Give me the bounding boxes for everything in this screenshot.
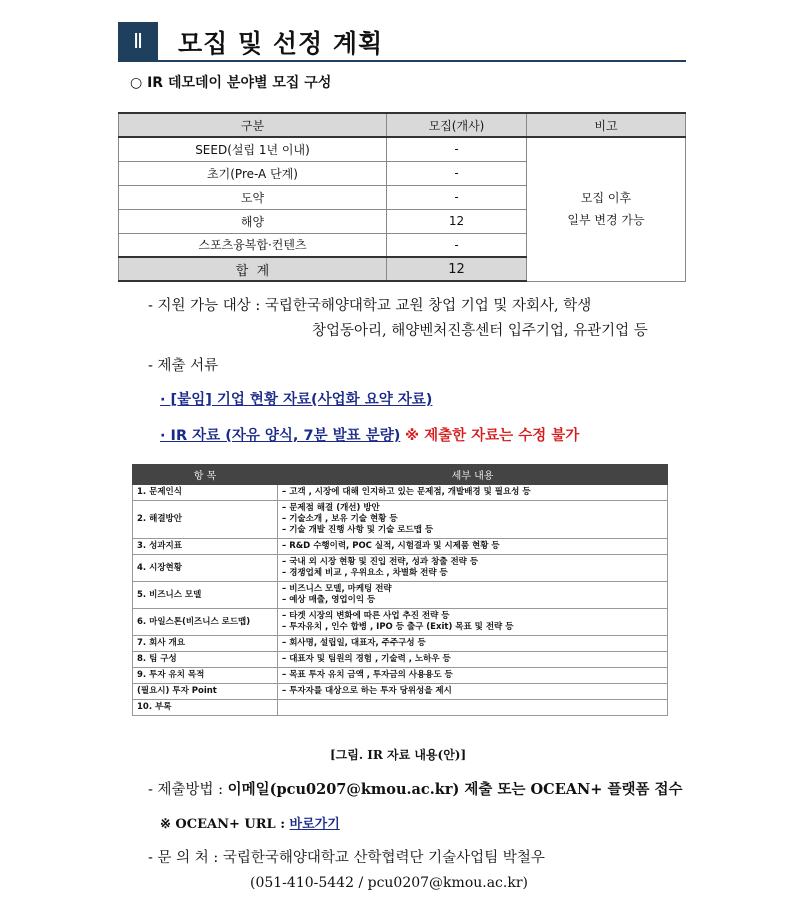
recruit-note-line1: 모집 이후	[580, 191, 632, 206]
ir-detail-line: – 경쟁업체 비교 , 우위요소 , 차별화 전략 등	[282, 568, 663, 579]
table-row	[133, 668, 668, 684]
ir-detail-line: – R&D 수행이력, POC 실적, 시험결과 및 시제품 현황 등	[282, 541, 663, 552]
recruit-header-category: 구분	[119, 113, 387, 137]
inquiry-line2: (051-410-5442 / pcu0207@kmou.ac.kr)	[250, 875, 528, 891]
recruit-category: 초기(Pre-A 단계)	[119, 161, 387, 185]
recruit-note-line2: 일부 변경 가능	[567, 213, 645, 228]
recruit-count: -	[387, 161, 527, 185]
table-row	[133, 636, 668, 652]
ir-detail-line: – 국내 외 시장 현황 및 진입 전략, 성과 창출 전략 등	[282, 557, 663, 568]
ir-detail-line: – 비즈니스 모델, 마케팅 전략	[282, 584, 663, 595]
ir-table-body	[133, 485, 668, 716]
document-warning: ※ 제출한 자료는 수정 불가	[404, 428, 580, 444]
ir-detail-line: – 문제점 해결 (개선) 방안	[282, 503, 663, 514]
ir-details	[278, 652, 668, 668]
ir-detail-line: – 회사명, 설립일, 대표자, 주주구성 등	[282, 638, 663, 649]
recruit-table	[118, 112, 686, 282]
eligibility-line1: - 지원 가능 대상 : 국립한국해양대학교 교원 창업 기업 및 자회사, 학생	[148, 298, 592, 314]
ir-item: 2. 해결방안	[133, 501, 278, 539]
table-row	[133, 555, 668, 582]
ir-detail-line: – 투자자를 대상으로 하는 투자 당위성을 제시	[282, 686, 663, 697]
table-row	[133, 609, 668, 636]
table-row	[133, 539, 668, 555]
ir-detail-line: – 투자유치 , 인수 합병 , IPO 등 출구 (Exit) 목표 및 전략 등	[282, 622, 663, 633]
recruit-category: 해양	[119, 209, 387, 233]
table-row	[133, 652, 668, 668]
ir-details	[278, 700, 668, 716]
total-value: 12	[387, 257, 527, 281]
documents-label: - 제출 서류	[148, 358, 219, 374]
submission-label: - 제출방법 :	[148, 782, 228, 798]
document-item-ir-text: · IR 자료 (자유 양식, 7분 발표 분량)	[160, 428, 401, 444]
document-item-ir	[160, 426, 579, 446]
ir-item: (필요시) 투자 Point	[133, 684, 278, 700]
ir-detail-line: – 목표 투자 유치 금액 , 투자금의 사용용도 등	[282, 670, 663, 681]
ir-details	[278, 501, 668, 539]
ir-details	[278, 609, 668, 636]
recruit-category: 스포츠융복합·컨텐츠	[119, 233, 387, 257]
ir-details	[278, 668, 668, 684]
ir-detail-line: – 예상 매출, 영업이익 등	[282, 595, 663, 606]
inquiry-line1: - 문 의 처 : 국립한국해양대학교 산학협력단 기술사업팀 박철우	[148, 850, 545, 866]
recruit-count: -	[387, 137, 527, 161]
table-row	[133, 700, 668, 716]
url-label: ※ OCEAN+ URL :	[160, 817, 290, 832]
ir-content-table	[132, 464, 668, 716]
section-title: 모집 및 선정 계획	[178, 29, 384, 58]
ir-detail-line: – 타겟 시장의 변화에 따른 사업 추진 전략 등	[282, 611, 663, 622]
ir-details	[278, 582, 668, 609]
url-note	[160, 815, 340, 835]
recruit-header-note: 비고	[527, 113, 686, 137]
ir-detail-line: – 기술소개 , 보유 기술 현황 등	[282, 514, 663, 525]
ir-details	[278, 555, 668, 582]
ir-details	[278, 684, 668, 700]
total-label: 합 계	[119, 257, 387, 281]
ir-item: 10. 부록	[133, 700, 278, 716]
ir-details	[278, 636, 668, 652]
ir-item: 1. 문제인식	[133, 485, 278, 501]
section-header	[118, 22, 686, 62]
table-row	[119, 137, 686, 161]
ir-item: 3. 성과지표	[133, 539, 278, 555]
ir-item: 9. 투자 유치 목적	[133, 668, 278, 684]
ir-header-item: 항 목	[133, 465, 278, 485]
figure-caption: [그림. IR 자료 내용(안)]	[330, 748, 467, 762]
table-row	[133, 485, 668, 501]
ir-header-details: 세부 내용	[278, 465, 668, 485]
ir-item: 7. 회사 개요	[133, 636, 278, 652]
recruit-count: -	[387, 185, 527, 209]
ir-item: 4. 시장현황	[133, 555, 278, 582]
recruit-header-count: 모집(개사)	[387, 113, 527, 137]
table-row	[133, 501, 668, 539]
document-item-attachment	[160, 390, 432, 410]
table-row	[133, 582, 668, 609]
ir-item: 8. 팀 구성	[133, 652, 278, 668]
recruit-note	[527, 137, 686, 281]
section-number: Ⅱ	[118, 22, 158, 60]
ir-detail-line: – 고객 , 시장에 대해 인지하고 있는 문제점, 개발배경 및 필요성 등	[282, 487, 663, 498]
recruit-category: SEED(설립 1년 이내)	[119, 137, 387, 161]
table-row	[133, 684, 668, 700]
ir-item: 6. 마일스톤(비즈니스 로드맵)	[133, 609, 278, 636]
ir-details	[278, 485, 668, 501]
submission-method	[148, 780, 683, 800]
recruit-count: -	[387, 233, 527, 257]
ocean-plus-link[interactable]: 바로가기	[289, 817, 340, 832]
ir-detail-line: – 대표자 및 팀원의 경험 , 기술력 , 노하우 등	[282, 654, 663, 665]
recruit-category: 도약	[119, 185, 387, 209]
ir-detail-line: – 기술 개발 진행 사항 및 기술 로드맵 등	[282, 525, 663, 536]
document-item-attachment-text: · [붙임] 기업 현황 자료(사업화 요약 자료)	[160, 392, 433, 408]
subheading: ○ IR 데모데이 분야별 모집 구성	[130, 75, 332, 91]
eligibility-line2: 창업동아리, 해양벤처진흥센터 입주기업, 유관기업 등	[312, 323, 648, 339]
submission-text: 이메일(pcu0207@kmou.ac.kr) 제출 또는 OCEAN+ 플랫폼 접수	[227, 781, 683, 798]
ir-item: 5. 비즈니스 모델	[133, 582, 278, 609]
recruit-count: 12	[387, 209, 527, 233]
ir-details	[278, 539, 668, 555]
